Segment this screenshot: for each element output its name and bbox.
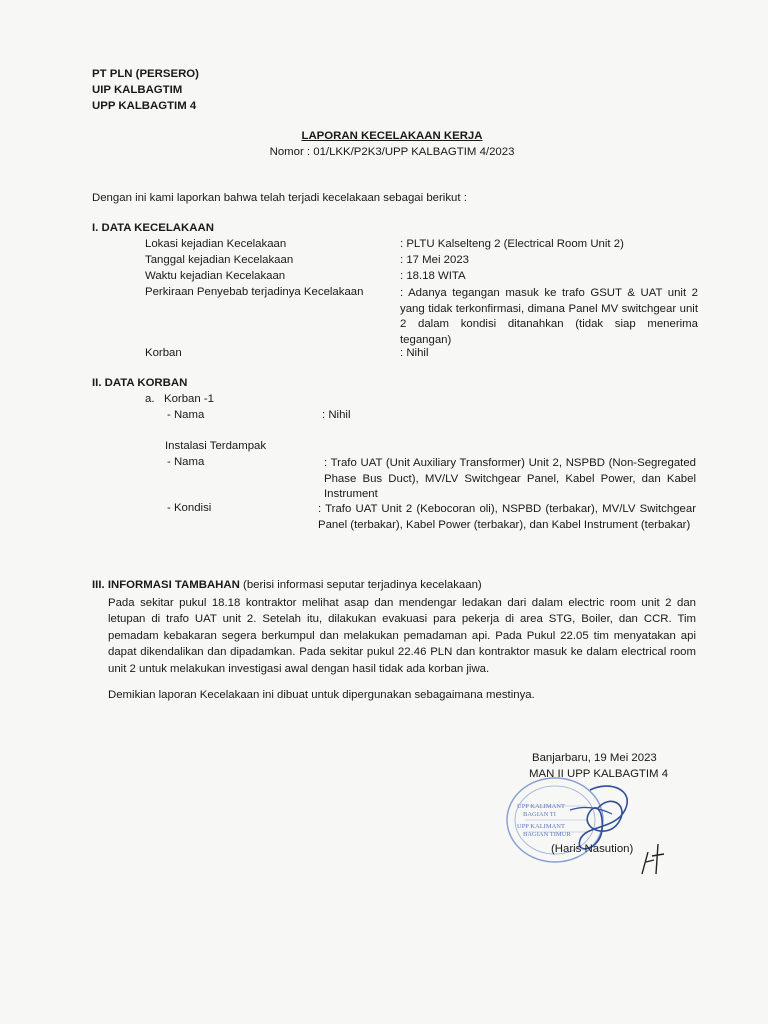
condition-value: : Trafo UAT Unit 2 (Kebocoran oli), NSPBD (terbakar), MV/LV Switchgear Panel (terbakar), Kabel Power (terbakar), dan Kabel Instrument (terbakar) xyxy=(318,503,696,531)
intro-text: Dengan ini kami laporkan bahwa telah terjadi kecelakaan sebagai berikut : xyxy=(92,192,467,204)
section-3-heading-line xyxy=(92,579,482,591)
row-label: Perkiraan Penyebab terjadinya Kecelakaan xyxy=(145,286,364,298)
stamp-text: BAGIAN TIMUR xyxy=(523,831,571,838)
row-label: Waktu kejadian Kecelakaan xyxy=(145,270,286,282)
victim-name-value: : Nihil xyxy=(322,409,351,421)
signature-initial xyxy=(638,838,668,878)
signer-position: MAN II UPP KALBAGTIM 4 xyxy=(529,768,669,780)
report-number: Nomor : 01/LKK/P2K3/UPP KALBAGTIM 4/2023 xyxy=(269,146,515,158)
affected-installation-label: Instalasi Terdampak xyxy=(165,440,267,452)
section-3-heading: III. INFORMASI TAMBAHAN xyxy=(92,579,240,591)
unit-name: UIP KALBAGTIM xyxy=(92,84,183,96)
installation-name-value: : Trafo UAT (Unit Auxiliary Transformer) Unit 2, NSPBD (Non-Segregated Phase Bus Duct), MV/LV Switchgear Panel, Kabel Power, dan Kabel Instrument xyxy=(324,457,696,500)
row-value: : Nihil xyxy=(400,347,429,359)
row-value-cause: : Adanya tegangan masuk ke trafo GSUT & UAT unit 2 yang tidak terkonfirmasi, dimana Panel MV switchgear unit 2 dalam kondisi ditanahkan (tidak siap menerima tegangan) xyxy=(400,287,698,346)
installation-name-label: - Nama xyxy=(167,456,205,468)
place-date: Banjarbaru, 19 Mei 2023 xyxy=(532,752,657,764)
section-3-note: (berisi informasi seputar terjadinya kecelakaan) xyxy=(243,579,482,591)
closing-text: Demikian laporan Kecelakaan ini dibuat untuk dipergunakan sebagaimana mestinya. xyxy=(108,689,535,701)
stamp-text: UPP KALIMANT xyxy=(517,803,565,810)
row-label: Korban xyxy=(145,347,182,359)
condition-label: - Kondisi xyxy=(167,502,212,514)
victim-label: a. Korban -1 xyxy=(145,393,215,405)
additional-info-body: Pada sekitar pukul 18.18 kontraktor melihat asap dan mendengar ledakan dari dalam electric room unit 2 dan letupan di trafo UAT unit 2. Setelah itu, dilakukan evakuasi para pekerja di area STG, Boiler, dan CCR. Tim pemadam kebakaran segera berkumpul dan melakukan pemadaman api. Pada Pukul 22.05 tim menyatakan api dapat dikendalikan dan dipadamkan. Pada sekitar pukul 22.46 PLN dan kontraktor masuk ke dalam electrical room unit 2 untuk melakukan investigasi awal dengan hasil tidak ada korban jiwa. xyxy=(108,597,696,675)
victim-name-label: - Nama xyxy=(167,409,205,421)
row-label: Tanggal kejadian Kecelakaan xyxy=(145,254,294,266)
row-label: Lokasi kejadian Kecelakaan xyxy=(145,238,287,250)
sub-unit-name: UPP KALBAGTIM 4 xyxy=(92,100,197,112)
row-value: : 17 Mei 2023 xyxy=(400,254,470,266)
section-1-heading: I. DATA KECELAKAAN xyxy=(92,222,214,234)
company-name: PT PLN (PERSERO) xyxy=(92,68,199,80)
section-2-heading: II. DATA KORBAN xyxy=(92,377,188,389)
stamp-text: UPP KALIMANT xyxy=(517,823,565,830)
report-title: LAPORAN KECELAKAAN KERJA xyxy=(301,130,483,142)
stamp-text: BAGIAN TI xyxy=(523,811,556,818)
row-value: : 18.18 WITA xyxy=(400,270,466,282)
row-value: : PLTU Kalselteng 2 (Electrical Room Unit 2) xyxy=(400,238,624,250)
signer-name: (Haris Nasution) xyxy=(551,843,634,855)
